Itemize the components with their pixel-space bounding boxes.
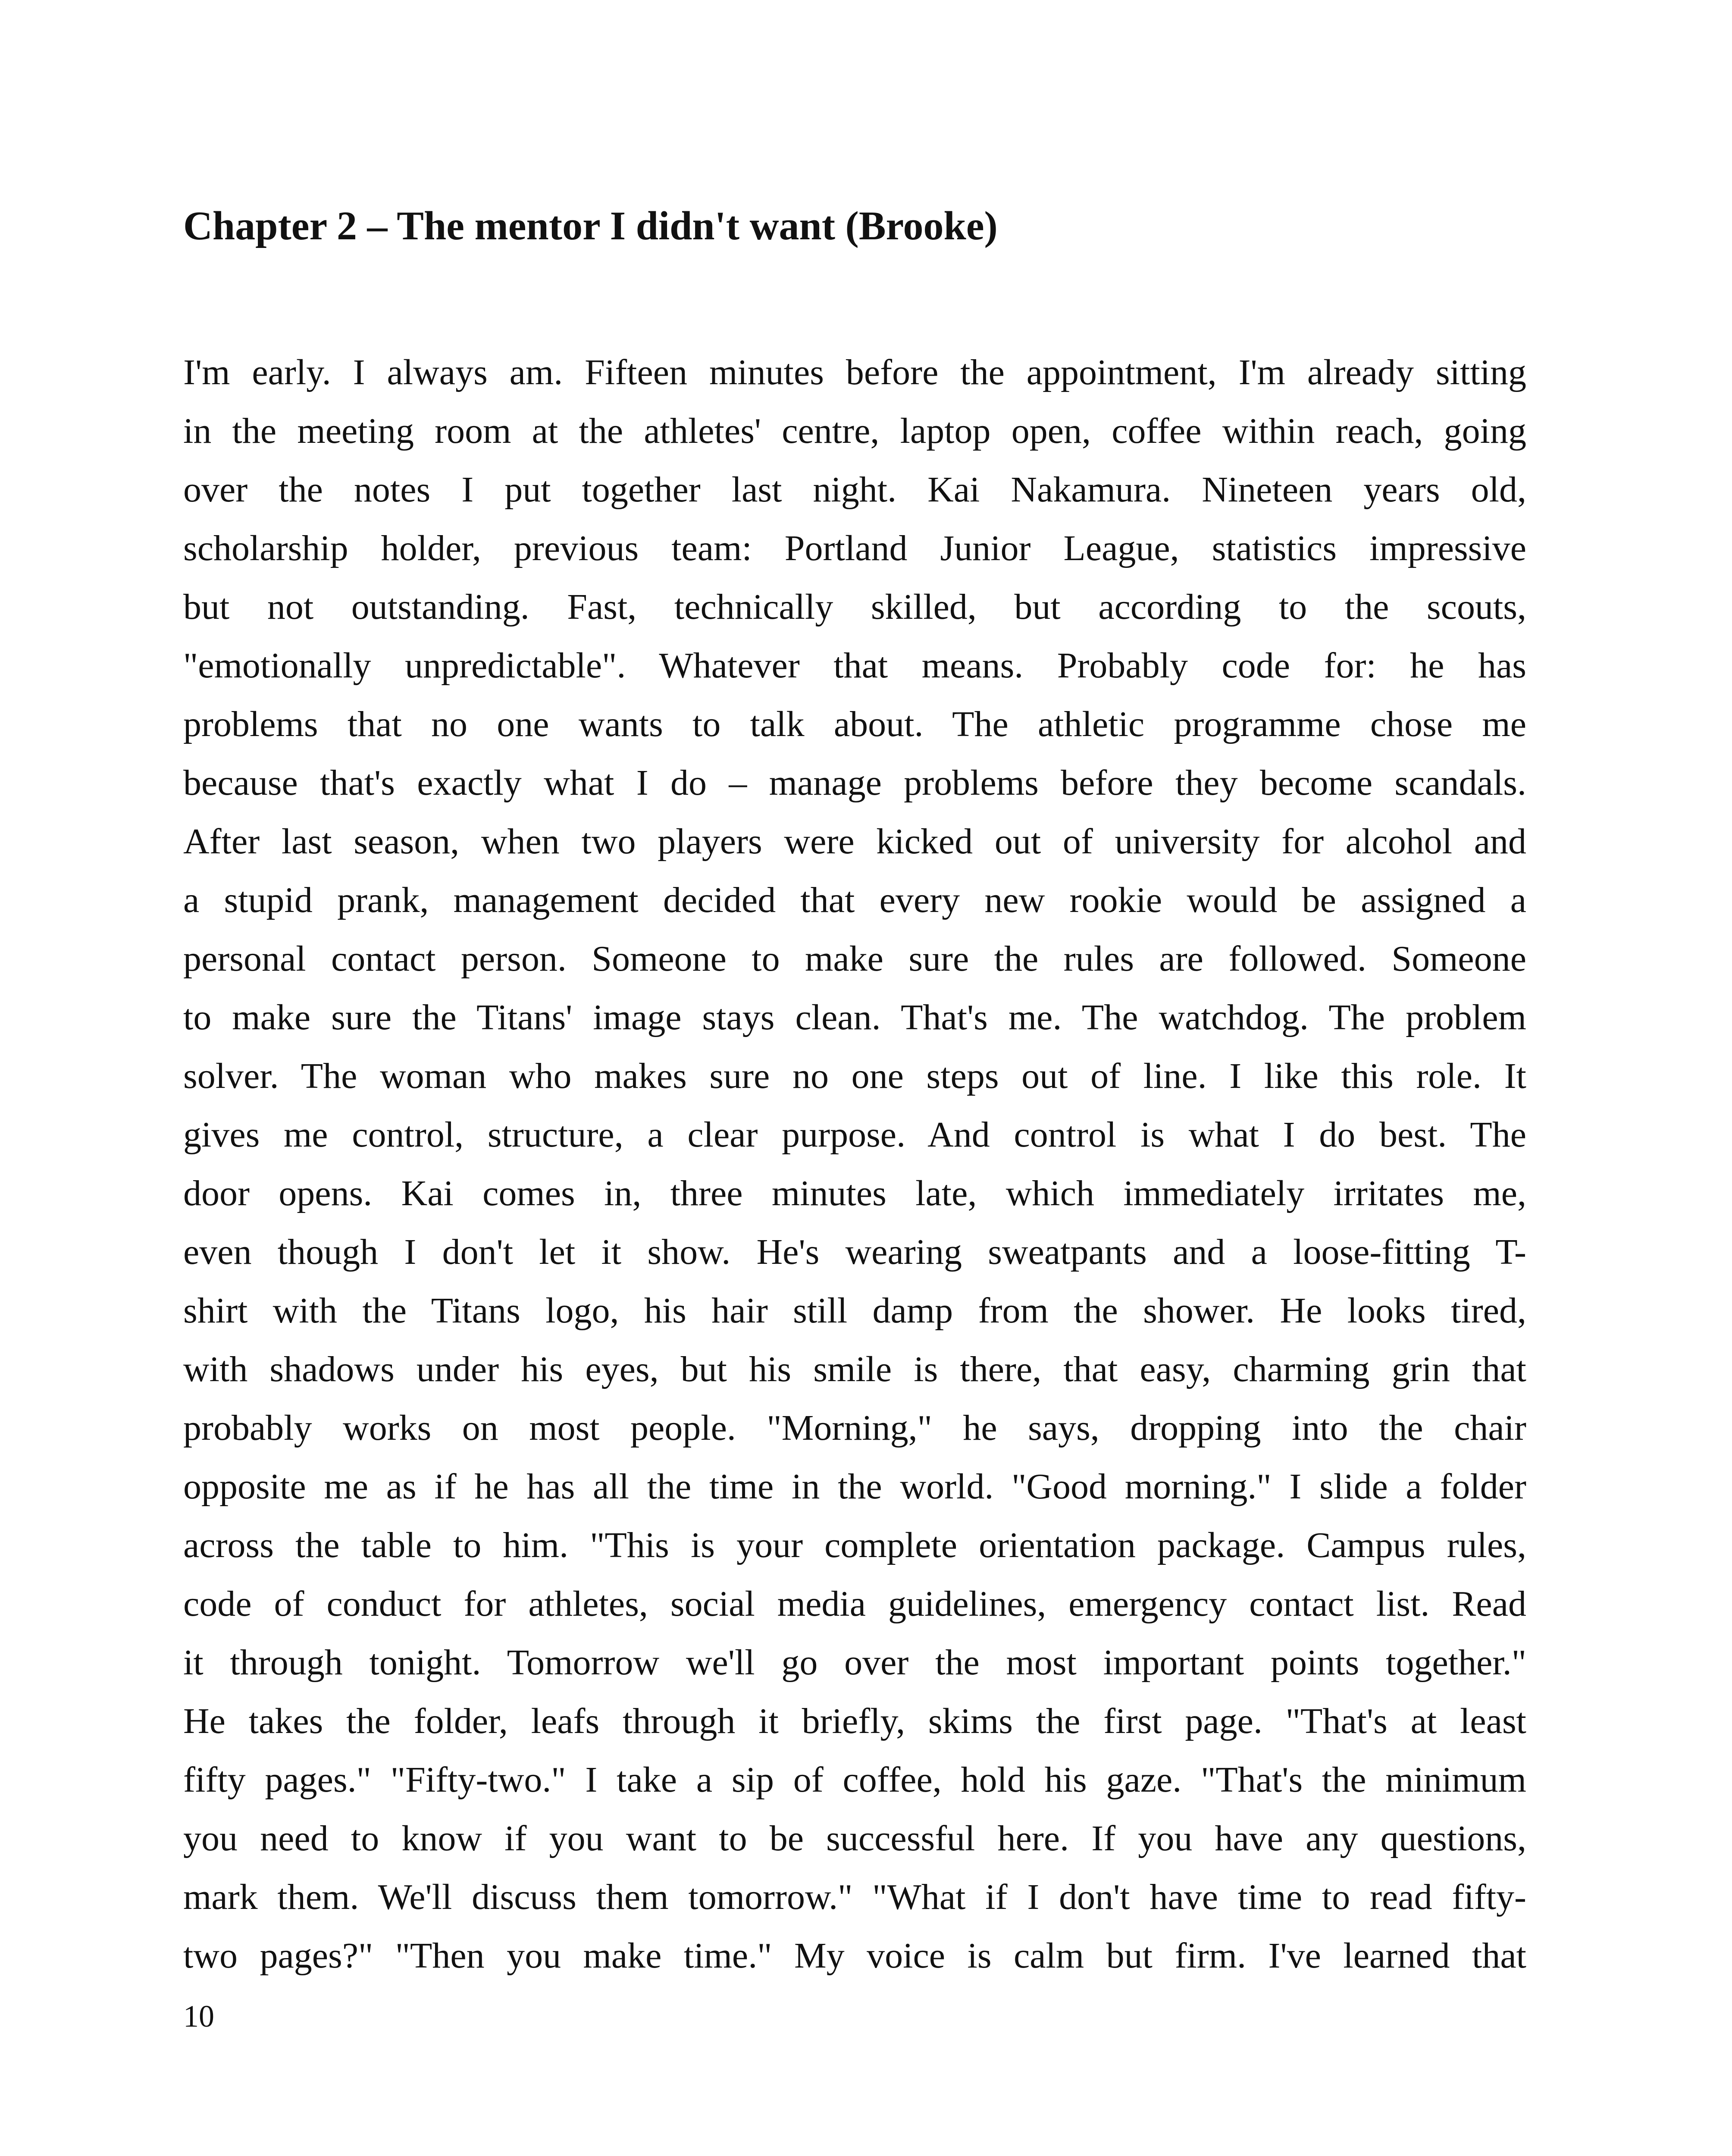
text-line: door opens. Kai comes in, three minutes late, which immediately irritates me, <box>183 1173 1526 1213</box>
text-line: shirt with the Titans logo, his hair still damp from the shower. He looks tired, <box>183 1291 1526 1331</box>
text-line: you need to know if you want to be successful here. If you have any questions, <box>183 1818 1526 1858</box>
text-line: to make sure the Titans' image stays clean. That's me. The watchdog. The problem <box>183 997 1526 1037</box>
text-line: because that's exactly what I do – manage problems before they become scandals. <box>183 763 1526 803</box>
text-line: opposite me as if he has all the time in the world. "Good morning." I slide a folder <box>183 1467 1526 1507</box>
text-line: over the notes I put together last night. Kai Nakamura. Nineteen years old, <box>183 470 1526 510</box>
text-line: I'm early. I always am. Fifteen minutes before the appointment, I'm already sitting <box>183 352 1526 392</box>
text-line: two pages?" "Then you make time." My voice is calm but firm. I've learned that <box>183 1936 1526 1976</box>
text-line: He takes the folder, leafs through it briefly, skims the first page. "That's at least <box>183 1701 1526 1741</box>
text-line: problems that no one wants to talk about. The athletic programme chose me <box>183 704 1526 744</box>
text-line: even though I don't let it show. He's wearing sweatpants and a loose-fitting T- <box>183 1232 1526 1272</box>
text-line: solver. The woman who makes sure no one steps out of line. I like this role. It <box>183 1056 1526 1096</box>
text-line: mark them. We'll discuss them tomorrow." "What if I don't have time to read fifty- <box>183 1877 1526 1917</box>
text-line: a stupid prank, management decided that every new rookie would be assigned a <box>183 880 1526 920</box>
text-line: in the meeting room at the athletes' centre, laptop open, coffee within reach, going <box>183 411 1526 451</box>
body-text <box>183 343 1526 1985</box>
text-line: "emotionally unpredictable". Whatever that means. Probably code for: he has <box>183 646 1526 686</box>
text-line: with shadows under his eyes, but his smile is there, that easy, charming grin that <box>183 1349 1526 1389</box>
text-line: probably works on most people. "Morning," he says, dropping into the chair <box>183 1408 1526 1448</box>
chapter-title: Chapter 2 – The mentor I didn't want (Brooke) <box>183 204 998 248</box>
text-line: fifty pages." "Fifty-two." I take a sip of coffee, hold his gaze. "That's the minimum <box>183 1760 1526 1800</box>
text-line: After last season, when two players were kicked out of university for alcohol and <box>183 821 1526 862</box>
page-number: 10 <box>183 1999 214 2034</box>
text-line: across the table to him. "This is your complete orientation package. Campus rules, <box>183 1525 1526 1565</box>
text-line: scholarship holder, previous team: Portland Junior League, statistics impressive <box>183 528 1526 568</box>
text-line: personal contact person. Someone to make sure the rules are followed. Someone <box>183 939 1526 979</box>
text-line: but not outstanding. Fast, technically skilled, but according to the scouts, <box>183 587 1526 627</box>
text-line: it through tonight. Tomorrow we'll go over the most important points together." <box>183 1642 1526 1683</box>
text-line: gives me control, structure, a clear purpose. And control is what I do best. The <box>183 1115 1526 1155</box>
text-line: code of conduct for athletes, social media guidelines, emergency contact list. Read <box>183 1584 1526 1624</box>
